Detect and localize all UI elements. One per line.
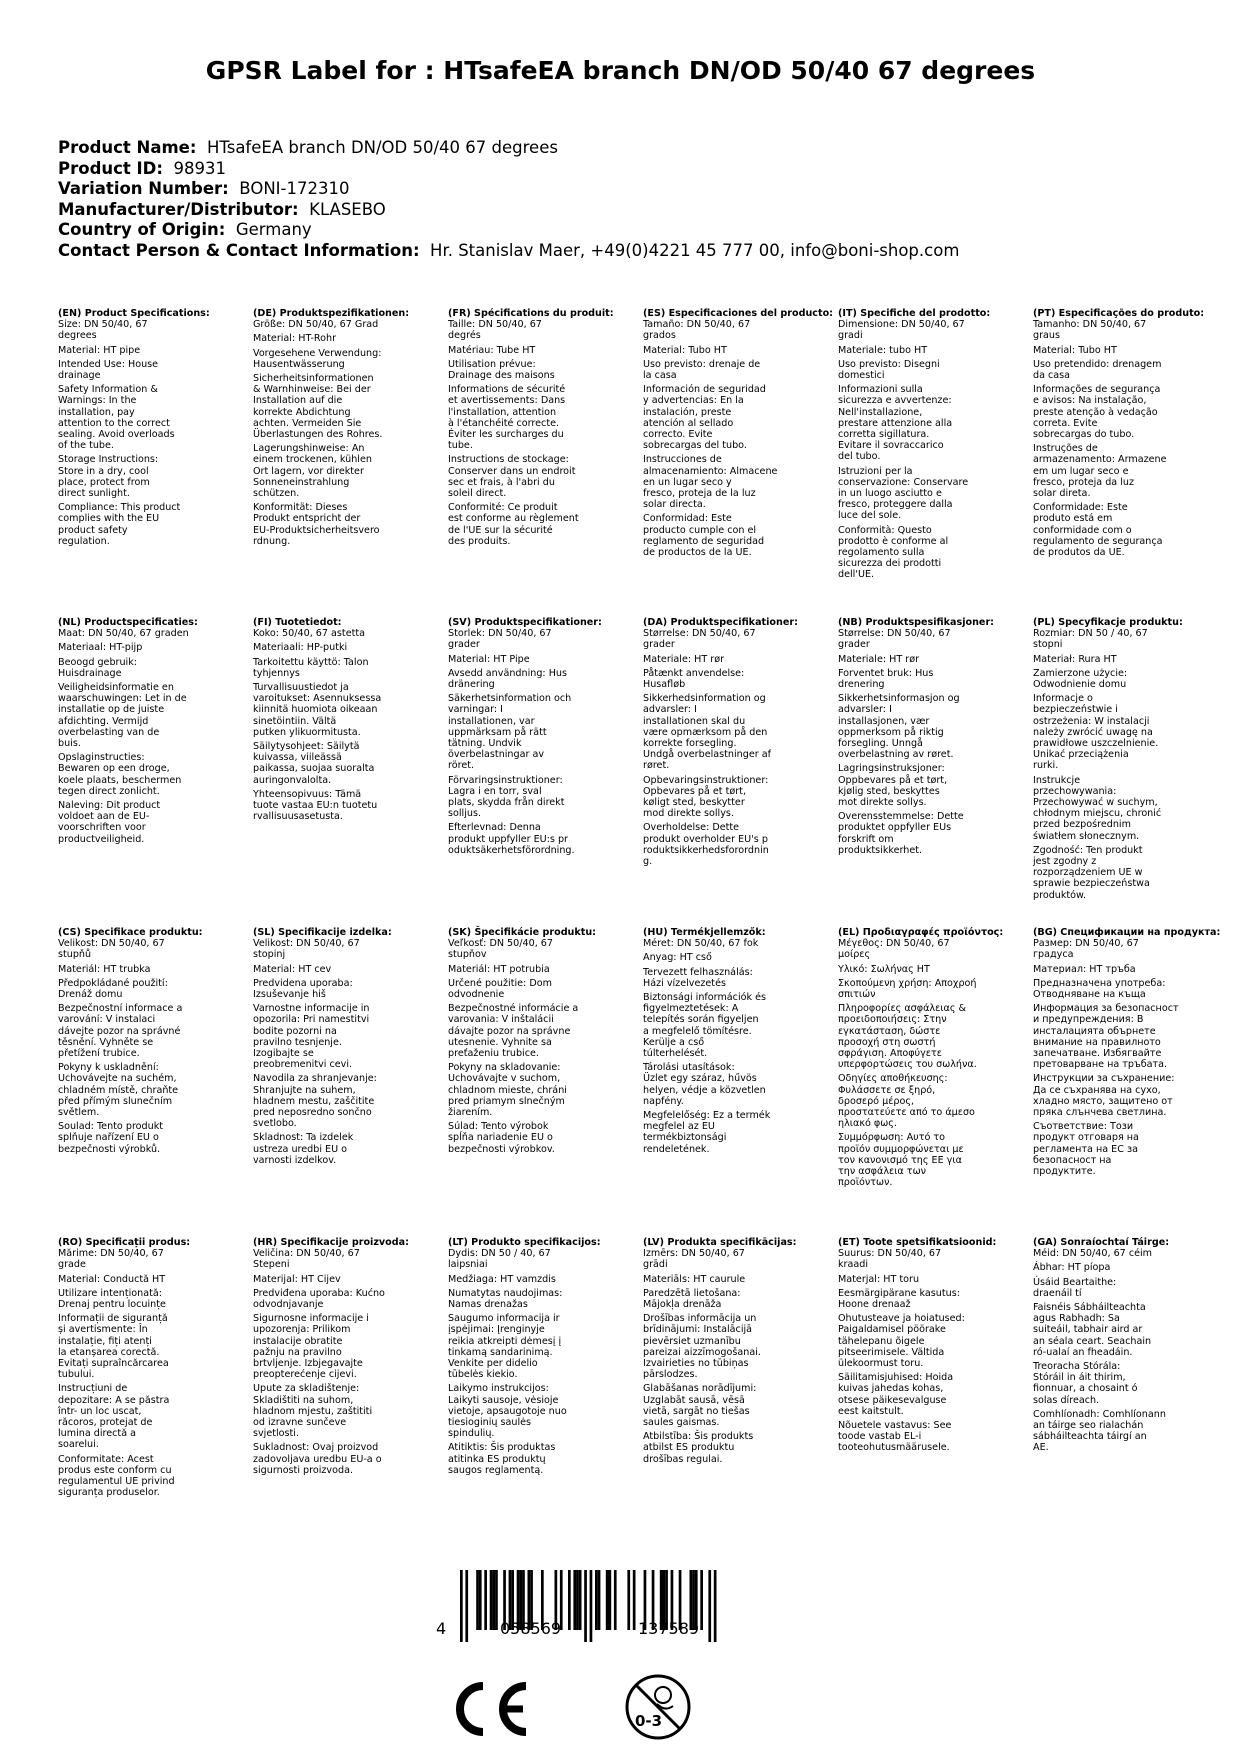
section-paragraph: Megfelelőség: Ez a termék megfelel az EU termékbiztonsági rendeletének.	[643, 1110, 771, 1155]
section-paragraph: Materiál: HT potrubia	[448, 963, 550, 975]
section-paragraph: Saugumo informacija ir įspėjimai: Įrenginyje reikia atkreipti dėmesį į tinkamą sandarinimą. Venkite per didelio tūbelės kiekio.	[448, 1313, 562, 1381]
section-heading: (CS) Specifikace produktu:	[58, 927, 203, 938]
section-paragraph: Beoogd gebruik: Huisdrainage	[58, 656, 138, 679]
section-paragraph: Инструкции за съхранение: Да се съхранява на сухо, хладно място, защитено от пряка слънчева светлина.	[1033, 1073, 1175, 1119]
section-paragraph: Instrukcje przechowywania: Przechowywać w suchym, chłodnym miejscu, chronić przed bezpośrednim światłem słonecznym.	[1033, 774, 1162, 842]
section-heading: (PL) Specyfikacje produktu:	[1033, 617, 1183, 628]
section-paragraph: Instructions de stockage: Conserver dans un endroit sec et frais, à l'abri du soleil direct.	[448, 454, 576, 500]
section-paragraph: Conformidad: Este producto cumple con el reglamento de seguridad de productos de la UE.	[643, 513, 765, 559]
section-paragraph: Tarkoitettu käyttö: Talon tyhjennys	[253, 656, 369, 679]
barcode-bar	[465, 1570, 468, 1642]
section-paragraph: Anyag: HT cső	[643, 952, 712, 964]
product-spec-section	[58, 927, 220, 1158]
info-product-name: Product Name: HTsafeEA branch DN/OD 50/40 67 degrees	[58, 138, 558, 157]
section-paragraph: Atbilstība: Šis produkts atbilst ES produktu drošības regulai.	[643, 1431, 754, 1465]
section-paragraph: Biztonsági információk és figyelmeztetések: A telepítés során figyeljen a megfelelő tömítésre. Kerülje a cső túlterhelését.	[643, 992, 766, 1060]
section-paragraph: Pokyny k uskladnění: Uchovávejte na suchém, chladném místě, chraňte před přímým slunečním světlem.	[58, 1062, 179, 1119]
barcode-bar	[614, 1570, 617, 1630]
section-paragraph: Conformitate: Acest produs este conform cu regulamentul UE privind siguranța produselor.	[58, 1453, 175, 1499]
section-paragraph: Predvidena uporaba: Izsuševanje hiš	[253, 977, 353, 1001]
product-spec-section	[838, 927, 1004, 1191]
info-variation-number: Variation Number: BONI-172310	[58, 179, 350, 198]
section-paragraph: Opbevaringsinstruktioner: Opbevares på et tørt, køligt sted, beskytter mod direkte sollys.	[643, 774, 769, 820]
section-heading: (SK) Špecifikácie produktu:	[448, 927, 597, 938]
section-paragraph: Предназначена употреба: Отводняване на къща	[1033, 977, 1166, 1001]
section-paragraph: Drošības informācija un brīdinājumi: Instalācijā pievērsiet uzmanību pareizai aizzīmogošanai. Izvairieties no tūbiņas pārslodzes.	[643, 1313, 761, 1381]
section-paragraph: Comhlíonadh: Comhlíonann an táirge seo rialachán sábháilteachta táirgí an AE.	[1033, 1408, 1166, 1454]
section-paragraph: Velikost: DN 50/40, 67 stopinj	[253, 938, 360, 961]
barcode-bar	[479, 1570, 482, 1630]
section-paragraph: Koko: 50/40, 67 astetta	[253, 628, 365, 640]
product-spec-section	[58, 1237, 220, 1501]
section-paragraph: Sikkerhedsinformation og advarsler: I installationen skal du være opmærksom på den korrekte forsegling. Undgå overbelastninger af røret.	[643, 693, 771, 772]
barcode-bar	[598, 1570, 601, 1630]
barcode-bar	[700, 1570, 703, 1630]
section-paragraph: Eesmärgipärane kasutus: Hoone drenaaž	[838, 1287, 960, 1311]
section-paragraph: Sikkerhetsinformasjon og advarsler: I installasjonen, vær oppmerksom på riktig forsegling. Unngå overbelastning av røret.	[838, 693, 960, 761]
section-paragraph: Materijal: HT Cijev	[253, 1273, 341, 1285]
section-paragraph: Οδηγίες αποθήκευσης: Φυλάσσετε σε ξηρό, δροσερό μέρος, προστατεύετε από το άμεσο ηλιακό φως.	[838, 1073, 975, 1130]
section-paragraph: Glabāšanas norādījumi: Uzglabāt sausā, vēsā vietā, sargāt no tiešas saules gaismas.	[643, 1383, 757, 1429]
section-paragraph: Materiale: HT rør	[643, 653, 725, 665]
section-paragraph: Storage Instructions: Store in a dry, cool place, protect from direct sunlight.	[58, 454, 159, 500]
section-paragraph: Conformité: Ce produit est conforme au règlement de l'UE sur la sécurité des produits.	[448, 502, 579, 547]
barcode-bar	[579, 1570, 582, 1630]
barcode-digits-middle: 058569	[500, 1619, 562, 1638]
section-paragraph: Материал: HT тръба	[1033, 963, 1136, 975]
section-paragraph: Materiał: Rura HT	[1033, 653, 1117, 665]
barcode-bar	[606, 1570, 609, 1630]
section-paragraph: Συμμόρφωση: Αυτό το προϊόν συμμορφώνεται με τον κανονισμό της ΕΕ για την ασφάλεια των προϊόντων.	[838, 1132, 964, 1189]
barcode-bar	[708, 1570, 711, 1642]
product-spec-section	[448, 617, 610, 859]
product-spec-section	[1033, 927, 1221, 1180]
section-heading: (EN) Product Specifications:	[58, 308, 210, 319]
section-paragraph: Instrucțiuni de depozitare: A se păstra într- un loc uscat, răcoros, protejat de lumina directă a soarelui.	[58, 1383, 170, 1451]
product-spec-section	[448, 308, 614, 550]
section-paragraph: Skladnost: Ta izdelek ustreza uredbi EU o varnosti izdelkov.	[253, 1132, 354, 1166]
product-spec-section	[643, 927, 805, 1158]
barcode-bar	[492, 1570, 495, 1630]
section-paragraph: Sicherheitsinformationen & Warnhinweise: Bei der Installation auf die korrekte Abdichtung achten. Vermeiden Sie Überlastungen des Rohres.	[253, 373, 383, 441]
section-paragraph: Navodila za shranjevanje: Shranjujte na suhem, hladnem mestu, zaščitite pred neposredno sončno svetlobo.	[253, 1073, 377, 1130]
section-paragraph: Istruzioni per la conservazione: Conservare in un luogo asciutto e fresco, proteggere dalla luce del sole.	[838, 465, 969, 522]
product-spec-section	[253, 308, 415, 550]
section-paragraph: Méid: DN 50/40, 67 céim	[1033, 1248, 1153, 1260]
section-paragraph: Veľkosť: DN 50/40, 67 stupňov	[448, 938, 554, 961]
section-paragraph: Taille: DN 50/40, 67 degrés	[448, 319, 542, 342]
section-paragraph: Conformidade: Este produto está em conformidade com o regulamento de segurança de produtos da UE.	[1033, 502, 1163, 559]
section-paragraph: Размер: DN 50/40, 67 градуса	[1033, 938, 1139, 961]
section-paragraph: Materiál: HT trubka	[58, 963, 151, 975]
section-heading: (NB) Produktspesifikasjoner:	[838, 617, 995, 628]
section-heading: (HR) Specifikacije proizvoda:	[253, 1237, 409, 1248]
product-spec-section	[1033, 308, 1205, 561]
section-paragraph: Dydis: DN 50 / 40, 67 laipsniai	[448, 1248, 551, 1271]
section-paragraph: Compliance: This product complies with the EU product safety regulation.	[58, 502, 181, 547]
section-paragraph: Bezpečnostné informácie a varovania: V inštalácii dávajte pozor na správne utesnenie. Vyhnite sa preťaženiu trubice.	[448, 1003, 579, 1060]
section-paragraph: Zamierzone użycie: Odwodnienie domu	[1033, 667, 1128, 691]
section-paragraph: Maat: DN 50/40, 67 graden	[58, 628, 189, 640]
section-paragraph: Materiaal: HT-pijp	[58, 642, 143, 654]
section-heading: (IT) Specifiche del prodotto:	[838, 308, 991, 319]
product-spec-section	[1033, 617, 1195, 904]
section-paragraph: Информация за безопасност и предупреждения: В инсталацията обърнете внимание на правилното запечатване. Избягвайте претоварване на тръбата.	[1033, 1003, 1179, 1071]
not-for-under-3-icon	[623, 1672, 693, 1742]
section-paragraph: Nõuetele vastavus: See toode vastab EL-i tooteohutusmäärusele.	[838, 1420, 952, 1454]
section-paragraph: Predviđena uporaba: Kućno odvodnjavanje	[253, 1287, 385, 1311]
section-paragraph: Informações de segurança e avisos: Na instalação, preste atenção à vedação correta. Evite sobrecargas do tubo.	[1033, 384, 1161, 441]
section-paragraph: Υλικό: Σωλήνας HT	[838, 963, 930, 975]
section-paragraph: Upute za skladištenje: Skladištiti na suhom, hladnom mjestu, zaštititi od izravne sunčeve svjetlosti.	[253, 1383, 373, 1440]
product-spec-section	[253, 617, 415, 825]
section-heading: (LV) Produkta specifikācijas:	[643, 1237, 797, 1248]
barcode-bar	[573, 1570, 576, 1630]
section-paragraph: Materiale: HT rør	[838, 653, 920, 665]
barcode-bar	[609, 1570, 612, 1630]
section-paragraph: Tamaño: DN 50/40, 67 grados	[643, 319, 751, 342]
section-paragraph: Méret: DN 50/40, 67 fok	[643, 938, 759, 950]
section-paragraph: Uso previsto: drenaje de la casa	[643, 358, 761, 382]
barcode-bar	[714, 1570, 717, 1642]
section-paragraph: Size: DN 50/40, 67 degrees	[58, 319, 148, 342]
section-paragraph: Informacje o bezpieczeństwie i ostrzeżenia: W instalacji należy zwrócić uwagę na prawidłowe uszczelnienie. Unikać przeciążenia rurki.	[1033, 693, 1159, 772]
section-paragraph: Informazioni sulla sicurezza e avvertenze: Nell'installazione, prestare attenzione alla corretta sigillatura. Evitare il sovraccarico del tubo.	[838, 384, 953, 463]
product-spec-section	[58, 617, 220, 848]
section-heading: (EL) Προδιαγραφές προϊόντος:	[838, 927, 1004, 938]
barcode-bar	[495, 1570, 498, 1630]
section-paragraph: Lagringsinstruksjoner: Oppbevares på et tørt, kjølig sted, beskyttes mot direkte sollys.	[838, 763, 948, 809]
section-paragraph: Opslaginstructies: Bewaren op een droge, koele plaats, beschermen tegen direct zonlicht.	[58, 752, 182, 797]
section-paragraph: Materiāls: HT caurule	[643, 1273, 746, 1285]
barcode-bar	[595, 1570, 598, 1630]
section-heading: (SL) Specifikacije izdelka:	[253, 927, 392, 938]
barcode-bar	[590, 1570, 593, 1642]
section-paragraph: Materiaali: HP-putki	[253, 642, 348, 654]
section-paragraph: Tamanho: DN 50/40, 67 graus	[1033, 319, 1147, 342]
product-spec-section	[58, 308, 220, 550]
section-paragraph: Uso pretendido: drenagem da casa	[1033, 358, 1162, 382]
product-info	[58, 138, 959, 261]
section-paragraph: Matériau: Tube HT	[448, 344, 536, 356]
info-product-id: Product ID: 98931	[58, 158, 226, 178]
section-paragraph: Conformità: Questo prodotto è conforme al regolamento sulla sicurezza dei prodotti dell'UE.	[838, 524, 949, 581]
section-paragraph: Tervezett felhasználás: Házi vízelvezetés	[643, 966, 753, 989]
section-paragraph: Rozmiar: DN 50 / 40, 67 stopni	[1033, 628, 1148, 651]
section-paragraph: Numatytas naudojimas: Namas drenažas	[448, 1287, 563, 1311]
section-paragraph: Veličina: DN 50/40, 67 Stepeni	[253, 1248, 360, 1271]
barcode-bar	[633, 1570, 636, 1630]
product-spec-section	[448, 927, 610, 1158]
ce-mark-icon	[449, 1680, 531, 1738]
section-heading: (ET) Toote spetsifikatsioonid:	[838, 1237, 997, 1248]
section-paragraph: Ábhar: HT píopa	[1033, 1262, 1111, 1274]
section-heading: (RO) Specificații produs:	[58, 1237, 191, 1248]
product-spec-section	[838, 1237, 1000, 1457]
section-paragraph: Säilitamisjuhised: Hoida kuivas jahedas kohas, otsese päikesevalguse eest kaitstult.	[838, 1372, 954, 1417]
section-paragraph: Instrucciones de almacenamiento: Almacene en un lugar seco y fresco, proteja de la luz solar directa.	[643, 454, 778, 511]
section-paragraph: Bezpečnostní informace a varování: V instalaci dávejte pozor na správné těsnění. Vyhněte se přetížení trubice.	[58, 1003, 183, 1060]
section-paragraph: Material: Conductă HT	[58, 1273, 166, 1285]
section-paragraph: Vorgesehene Verwendung: Hausentwässerung	[253, 347, 382, 370]
section-paragraph: Förvaringsinstruktioner: Lagra i en torr, sval plats, skydda från direkt solljus.	[448, 774, 565, 820]
section-paragraph: Velikost: DN 50/40, 67 stupňů	[58, 938, 165, 961]
section-paragraph: Informations de sécurité et avertissements: Dans l'installation, attention à l'étanchéité correcte. Éviter les surcharges du tube.	[448, 384, 566, 452]
section-paragraph: Dimensione: DN 50/40, 67 gradi	[838, 319, 965, 342]
section-paragraph: Material: HT pipe	[58, 344, 141, 356]
section-paragraph: Suurus: DN 50/40, 67 kraadi	[838, 1248, 942, 1271]
section-paragraph: Sukladnost: Ovaj proizvod zadovoljava uredbu EU-a o sigurnosti proizvoda.	[253, 1442, 382, 1476]
section-paragraph: Mărime: DN 50/40, 67 grade	[58, 1248, 164, 1271]
section-paragraph: Material: HT cev	[253, 963, 332, 975]
section-paragraph: Materiale: tubo HT	[838, 344, 928, 356]
product-spec-section	[643, 308, 834, 561]
section-paragraph: Material: Tubo HT	[1033, 344, 1117, 356]
section-paragraph: Konformität: Dieses Produkt entspricht der EU-Produktsicherheitsvero rdnung.	[253, 502, 380, 547]
barcode-bar	[627, 1570, 630, 1630]
info-contact: Contact Person & Contact Information: Hr. Stanislav Maer, +49(0)4221 45 777 00, info@boni-shop.com	[58, 240, 960, 260]
section-heading: (DE) Produktspezifikationen:	[253, 308, 410, 319]
section-paragraph: Varnostne informacije in opozorila: Pri namestitvi bodite pozorni na pravilno tesnjenje. Izogibajte se preobremenitvi cevi.	[253, 1003, 370, 1071]
section-paragraph: Säilytysohjeet: Säilytä kuivassa, viileässä paikassa, suojaa suoralta auringonvalolta.	[253, 741, 375, 786]
section-paragraph: Uso previsto: Disegni domestici	[838, 358, 940, 382]
section-paragraph: Størrelse: DN 50/40, 67 grader	[643, 628, 756, 651]
product-spec-section	[838, 617, 1000, 859]
section-paragraph: Instruções de armazenamento: Armazene em um lugar seco e fresco, proteja da luz solar direta.	[1033, 443, 1167, 500]
section-heading: (GA) Sonraíochtaí Táirge:	[1033, 1237, 1170, 1248]
section-paragraph: Sigurnosne informacije i upozorenja: Prilikom instalacije obratite pažnju na pravilno brtvljenje. Izbjegavajte preopterećenje cijevi.	[253, 1313, 369, 1381]
barcode-bar	[484, 1570, 487, 1630]
section-paragraph: Materjal: HT toru	[838, 1273, 920, 1285]
section-heading: (PT) Especificações do produto:	[1033, 308, 1205, 319]
section-paragraph: Material: Tubo HT	[643, 344, 727, 356]
section-paragraph: Säkerhetsinformation och varningar: I installationen, var uppmärksam på rätt tätning. Undvik överbelastningar av röret.	[448, 693, 572, 772]
barcode-bar	[460, 1570, 463, 1642]
product-spec-section	[1033, 1237, 1195, 1457]
section-paragraph: Faisnéis Sábháilteachta agus Rabhadh: Sa suiteáil, tabhair aird ar an séala ceart. Seachain ró-ualaí an fheadáin.	[1033, 1302, 1152, 1358]
section-heading: (ES) Especificaciones del producto:	[643, 308, 834, 319]
page-title: GPSR Label for : HTsafeEA branch DN/OD 50/40 67 degrees	[205, 56, 1036, 85]
section-paragraph: Πληροφορίες ασφάλειας & προειδοποιήσεις: Στην εγκατάσταση, δώστε προσοχή στη σωστή σφράγιση. Αποφύγετε υπερφορτώσεις του σωλήνα.	[838, 1003, 977, 1071]
section-paragraph: Σκοπούμενη χρήση: Αποχροή σπιτιών	[838, 977, 977, 1001]
section-paragraph: Určené použitie: Dom odvodnenie	[448, 977, 552, 1001]
section-paragraph: Efterlevnad: Denna produkt uppfyller EU:s pr oduktsäkerhetsförordning.	[448, 822, 575, 856]
section-paragraph: Overholdelse: Dette produkt overholder EU's p roduktsikkerhedsforordnin g.	[643, 822, 769, 868]
section-heading: (NL) Productspecificaties:	[58, 617, 198, 628]
section-heading: (FR) Spécifications du produit:	[448, 308, 614, 319]
product-spec-section	[643, 617, 805, 870]
age-label: 0-3	[635, 1712, 663, 1730]
section-paragraph: Laikymo instrukcijos: Laikyti sausoje, vėsioje vietoje, apsaugotoje nuo tiesioginių saulės spindulių.	[448, 1383, 567, 1440]
section-paragraph: Safety Information & Warnings: In the installation, pay attention to the correct sealing. Avoid overloads of the tube.	[58, 384, 175, 452]
section-paragraph: Zgodność: Ten produkt jest zgodny z rozporządzeniem UE w sprawie bezpieczeństwa produktów.	[1033, 844, 1150, 901]
section-paragraph: Material: HT-Rohr	[253, 333, 337, 345]
section-paragraph: Utilisation prévue: Drainage des maisons	[448, 358, 555, 382]
section-paragraph: Turvallisuustiedot ja varoitukset: Asennuksessa kiinnitä huomiota oikeaan sinetöintiin. Vältä putken ylikuormitusta.	[253, 682, 382, 738]
product-spec-section	[448, 1237, 610, 1479]
section-paragraph: Съответствие: Този продукт отговаря на регламента на ЕС за безопасност на продуктите.	[1033, 1121, 1139, 1178]
section-paragraph: Størrelse: DN 50/40, 67 grader	[838, 628, 951, 651]
info-manufacturer: Manufacturer/Distributor: KLASEBO	[58, 199, 386, 219]
section-paragraph: Storlek: DN 50/40, 67 grader	[448, 628, 552, 651]
section-paragraph: Medžiaga: HT vamzdis	[448, 1273, 556, 1285]
product-spec-section	[253, 927, 415, 1169]
section-heading: (DA) Produktspecifikationer:	[643, 617, 798, 628]
section-paragraph: Předpokládané použití: Drenáž domu	[58, 977, 168, 1001]
section-paragraph: Informații de siguranță și avertismente: În instalație, fiți atenți la etanșarea corectă. Evitați supraîncărcarea tubului.	[58, 1313, 169, 1381]
product-spec-section	[838, 308, 1000, 584]
barcode-digits-last: 137589	[638, 1619, 700, 1638]
section-paragraph: Μέγεθος: DN 50/40, 67 μοίρες	[838, 938, 950, 961]
section-paragraph: Lagerungshinweise: An einem trockenen, kühlen Ort lagern, vor direkter Sonneneinstrahlung schützen.	[253, 443, 372, 500]
section-paragraph: Izmērs: DN 50/40, 67 grādi	[643, 1248, 745, 1271]
section-paragraph: Úsáid Beartaithe: draenáil tí	[1033, 1276, 1117, 1299]
barcode-bar	[584, 1570, 587, 1642]
product-spec-section	[253, 1237, 415, 1479]
product-spec-section	[643, 1237, 805, 1468]
section-paragraph: Utilizare intenționată: Drenaj pentru locuințe	[58, 1287, 166, 1311]
section-paragraph: Veiligheidsinformatie en waarschuwingen: Let in de installatie op de juiste afdichting. Vermijd overbelasting van de buis.	[58, 682, 187, 750]
section-paragraph: Yhteensopivuus: Tämä tuote vastaa EU:n tuotetu rvallisuusasetusta.	[253, 788, 378, 823]
section-paragraph: Forventet bruk: Hus drenering	[838, 667, 934, 691]
section-paragraph: Påtænkt anvendelse: Husafløb	[643, 667, 745, 691]
section-paragraph: Material: HT Pipe	[448, 653, 530, 665]
barcode-bar	[576, 1570, 579, 1630]
section-paragraph: Atitiktis: Šis produktas atitinka ES produktų saugos reglamentą.	[448, 1442, 556, 1476]
section-paragraph: Intended Use: House drainage	[58, 358, 159, 382]
section-paragraph: Tárolási utasítások: Üzlet egy száraz, hűvös helyen, védje a közvetlen napfény.	[643, 1062, 766, 1107]
section-heading: (BG) Спецификации на продукта:	[1033, 927, 1221, 938]
section-heading: (HU) Termékjellemzők:	[643, 927, 766, 938]
barcode-digit-first: 4	[436, 1619, 447, 1638]
barcode-bar	[490, 1570, 493, 1630]
section-paragraph: Soulad: Tento produkt splňuje nařízení EU o bezpečnosti výrobků.	[58, 1121, 164, 1155]
section-paragraph: Súlad: Tento výrobok spĺňa nariadenie EU o bezpečnosti výrobkov.	[448, 1121, 555, 1155]
section-paragraph: Größe: DN 50/40, 67 Grad	[253, 319, 379, 331]
section-paragraph: Avsedd användning: Hus dränering	[448, 667, 567, 691]
info-country-of-origin: Country of Origin: Germany	[58, 220, 312, 239]
section-heading: (SV) Produktspecifikationer:	[448, 617, 602, 628]
section-heading: (LT) Produkto specifikacijos:	[448, 1237, 601, 1248]
section-heading: (FI) Tuotetiedot:	[253, 617, 342, 628]
section-paragraph: Treoracha Stórála: Stóráil in áit thirim, fionnuar, a chosaint ó solas díreach.	[1033, 1361, 1138, 1406]
barcode-bar	[568, 1570, 571, 1630]
section-paragraph: Pokyny na skladovanie: Uchovávajte v suchom, chladnom mieste, chráni pred priamym slnečným žiarením.	[448, 1062, 567, 1119]
section-paragraph: Paredzētā lietošana: Mājokļa drenāža	[643, 1287, 741, 1311]
section-paragraph: Naleving: Dit product voldoet aan de EU- voorschriften voor productveiligheid.	[58, 800, 161, 845]
section-paragraph: Ohutusteave ja hoiatused: Paigaldamisel pöörake tähelepanu õigele pitseerimisele. Vältida ülekoormust toru.	[838, 1313, 965, 1370]
section-paragraph: Overensstemmelse: Dette produktet oppfyller EUs forskrift om produktsikkerhet.	[838, 811, 964, 856]
barcode-bar	[476, 1570, 479, 1630]
section-paragraph: Información de seguridad y advertencias: En la instalación, preste atención al sellado correcto. Evite sobrecargas del tubo.	[643, 384, 766, 452]
